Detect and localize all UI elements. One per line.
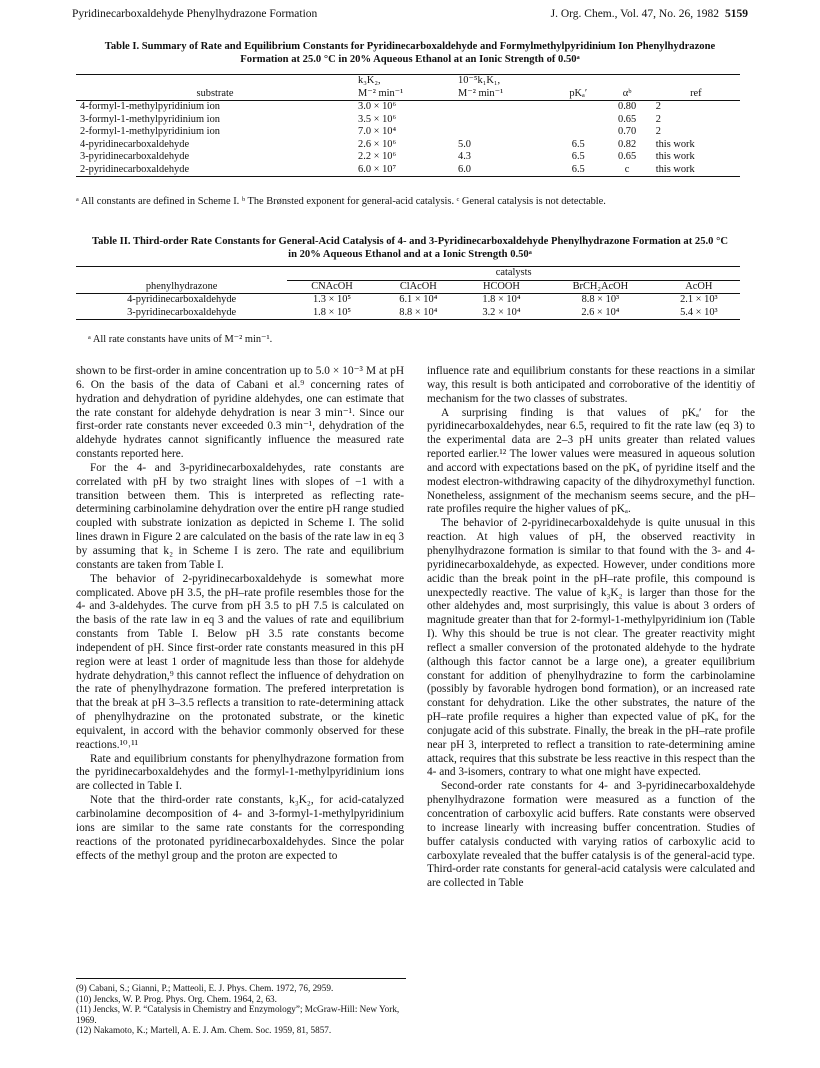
table2-caption: Table II. Third-order Rate Constants for General-Acid Catalysis of 4- and 3-Pyridinecarboxaldehyde Phenylhydrazone Formation at 25.0 °C in 20% Aqueous Ethanol and at a Ionic Strength 0.50ᵃ bbox=[92, 236, 728, 260]
body-right-column bbox=[427, 365, 755, 891]
table-row bbox=[76, 101, 740, 114]
paragraph: Rate and equilibrium constants for phenylhydrazone formation from the pyridinecarboxaldehydes and the formyl-1-methylpyridinium ions are collected in Table I. bbox=[76, 752, 404, 793]
table-cell: this work bbox=[652, 164, 740, 177]
table-row bbox=[76, 151, 740, 164]
table-cell: 1.8 × 10⁴ bbox=[482, 294, 521, 305]
table-cell: 0.65 bbox=[618, 113, 637, 125]
table-cell: 4-pyridinecarboxaldehyde bbox=[127, 294, 237, 305]
footnote-10: (10) Jencks, W. P. Prog. Phys. Org. Chem. 1964, 2, 63. bbox=[76, 993, 277, 1004]
table-cell: 2.6 × 10⁶ bbox=[358, 138, 397, 150]
table-cell: 0.82 bbox=[618, 138, 637, 150]
running-header bbox=[72, 8, 748, 24]
paragraph: Second-order rate constants for 4- and 3-pyridinecarboxaldehyde phenylhydrazone formation were measured as a function of the concentration of carboxylic acid buffers. Rate constants were observed to increase linearly with increasing buffer concentration. Studies of buffer catalysis conducted with varying ratios of carboxylic acid to carboxylate revealed that the buffer catalysis is of the general-acid type. Third-order rate constants for general-acid catalysis were calculated and are collected in Table bbox=[427, 780, 755, 890]
table-row bbox=[76, 307, 740, 320]
table-cell: 0.65 bbox=[618, 151, 637, 162]
table-cell: 6.5 bbox=[571, 151, 585, 162]
table-cell: 3-pyridinecarboxaldehyde bbox=[76, 307, 287, 320]
table-cell: 3.2 × 10⁴ bbox=[460, 307, 543, 320]
table-row bbox=[76, 294, 740, 307]
table-cell bbox=[454, 101, 554, 114]
table1-header-pka: pKₐ′ bbox=[554, 88, 603, 101]
table-cell: 4-formyl-1-methylpyridinium ion bbox=[80, 101, 220, 112]
table-cell: 6.0 bbox=[454, 164, 554, 177]
table-cell: this work bbox=[655, 151, 695, 162]
table2-col-header: HCOOH bbox=[460, 280, 543, 294]
table-cell: 2.6 × 10⁴ bbox=[543, 307, 658, 320]
paragraph: shown to be first-order in amine concentration up to 5.0 × 10⁻³ M at pH 6. On the basis of the data of Cabani et al.⁹ concerning rates of hydration and dehydration of pyridine aldehydes, one can estimate that the rate constant for aldehyde dehydration is near 3 min⁻¹. Since our first-order rate constants never exceeded 0.3 min⁻¹, dehydration of the aldehyde hydrates cannot significantly influence the measured rate constants reported here. bbox=[76, 365, 404, 461]
table-cell: 1.3 × 10⁵ bbox=[312, 294, 352, 305]
table-cell: 0.80 bbox=[618, 101, 637, 112]
table-cell: 8.8 × 10³ bbox=[581, 294, 620, 305]
table1-footnote: ᵃ All constants are defined in Scheme I. ᵇ The Brønsted exponent for general-acid catalysis. ᶜ General catalysis is not detectable. bbox=[76, 196, 606, 207]
table-cell: 3.0 × 10⁶ bbox=[358, 101, 397, 112]
table-cell bbox=[454, 114, 554, 127]
paragraph: For the 4- and 3-pyridinecarboxaldehydes, rate constants are correlated with pH by two straight lines with slopes of −1 with a transition between them. This is interpreted as reflecting rate-determining carbinolamine dehydration over the entire pH range studied coupled with substrate ionization as depicted in Scheme I. The solid lines drawn in Figure 2 are calculated on the basis of the rate law in eq 3 by assuming that k₂ in Scheme I is zero. The rate and equilibrium constants are taken from Table I. bbox=[76, 461, 404, 571]
table1-header-k3k2: k₃K₂, bbox=[354, 75, 454, 88]
table-cell: 3-pyridinecarboxaldehyde bbox=[80, 151, 190, 162]
table-cell: 7.0 × 10⁴ bbox=[358, 126, 397, 137]
table-cell: 0.70 bbox=[618, 126, 637, 137]
table1-header-k1k1: 10⁻⁵k₁K₁, bbox=[454, 75, 554, 88]
table1-header-k3k2-units: M⁻² min⁻¹ bbox=[354, 88, 454, 101]
table2-footnote: ᵃ All rate constants have units of M⁻² min⁻¹. bbox=[88, 334, 273, 345]
body-left-column bbox=[76, 365, 404, 863]
table-row bbox=[76, 139, 740, 152]
table2-col-header: AcOH bbox=[658, 280, 740, 294]
table-cell: 2-pyridinecarboxaldehyde bbox=[76, 164, 354, 177]
table1-header-substrate: substrate bbox=[76, 88, 354, 101]
footnote-12: (12) Nakamoto, K.; Martell, A. E. J. Am. Chem. Soc. 1959, 81, 5857. bbox=[76, 1025, 332, 1036]
table-cell: 2.1 × 10³ bbox=[680, 294, 718, 305]
paragraph: A surprising finding is that values of pKₐ′ for the pyridinecarboxaldehydes, near 6.5, required to fit the rate law (eq 3) to the experimental data are 2–3 pH units greater than related values reported earlier.¹² The lower values were measured in aqueous solution and accord with expectations based on the pKₐ of pyridine itself and the modest electron-withdrawing capacity of the dihydroxymethyl function. Nonetheless, assignment of the mechanism seems secure, and the pH–rate profiles require the higher values of pKₐ. bbox=[427, 406, 755, 516]
table-cell: this work bbox=[655, 138, 695, 150]
page-number: 5159 bbox=[725, 8, 748, 20]
table-cell bbox=[554, 126, 603, 139]
table-cell: 2 bbox=[655, 113, 661, 125]
table-row bbox=[76, 126, 740, 139]
table1 bbox=[76, 74, 740, 177]
footnote-11: (11) Jencks, W. P. “Catalysis in Chemistry and Enzymology”; McGraw-Hill: New York, 1969. bbox=[76, 1004, 400, 1025]
table2 bbox=[76, 266, 740, 320]
table1-header-alpha: αᵇ bbox=[603, 88, 652, 101]
table-cell: c bbox=[603, 164, 652, 177]
table2-row-header: phenylhydrazone bbox=[76, 280, 287, 294]
table-cell: 1.8 × 10⁵ bbox=[287, 307, 376, 320]
table-cell bbox=[554, 114, 603, 127]
table-cell: 3.5 × 10⁶ bbox=[358, 113, 397, 125]
paragraph: influence rate and equilibrium constants for these reactions in a similar way, this result is both anticipated and corroborative of the identitiy of mechanism for the two classes of substrates. bbox=[427, 365, 755, 405]
table-cell: 2 bbox=[655, 101, 661, 112]
table-cell: 8.8 × 10⁴ bbox=[377, 307, 460, 320]
table-cell: 2-formyl-1-methylpyridinium ion bbox=[80, 126, 220, 137]
table2-col-header: CNAcOH bbox=[287, 280, 376, 294]
table-cell: 5.0 bbox=[458, 138, 472, 150]
paragraph: The behavior of 2-pyridinecarboxaldehyde is somewhat more complicated. Above pH 3.5, the pH–rate profile resembles those for the 4- and 3-aldehydes. The curve from pH 3.5 to pH 7.5 is calculated on the basis of the rate law in eq 3 and the values of rate and equilibrium constants from Table I. Below pH 3.5 rate constants become independent of pH. Since first-order rate constants measured in this pH region were at least 1 order of magnitude less than those for aldehyde hydrate dehydration,⁹ this cannot reflect the influence of dehydration on the rate of phenylhydrazone formation. The prefered interpretation is that the break at pH 3–3.5 reflects a transition to rate-determining attack of phenylhydrazine on the protonated substrate, or the kinetic equivalent, in accord with the behavior commonly observed for these reactions.¹⁰˒¹¹ bbox=[76, 572, 404, 751]
table2-col-header: ClAcOH bbox=[377, 280, 460, 294]
table-cell bbox=[454, 126, 554, 139]
table-cell: 6.1 × 10⁴ bbox=[399, 294, 438, 305]
footnote-9: (9) Cabani, S.; Gianni, P.; Matteoli, E. J. Phys. Chem. 1972, 76, 2959. bbox=[76, 983, 334, 993]
table-cell: 2.2 × 10⁶ bbox=[358, 151, 397, 162]
table-cell: 6.5 bbox=[571, 138, 585, 150]
table-cell: 4-pyridinecarboxaldehyde bbox=[80, 138, 190, 150]
table-cell: 5.4 × 10³ bbox=[658, 307, 740, 320]
table-row bbox=[76, 164, 740, 177]
table2-group-header: catalysts bbox=[287, 267, 740, 281]
table-cell: 2 bbox=[655, 126, 661, 137]
journal-name: J. Org. Chem., Vol. 47, No. 26, 1982 bbox=[550, 8, 719, 20]
table1-header-ref: ref bbox=[652, 88, 740, 101]
table-cell bbox=[554, 101, 603, 114]
table-cell: 4.3 bbox=[458, 151, 472, 162]
table-cell: 6.0 × 10⁷ bbox=[354, 164, 454, 177]
journal-citation bbox=[551, 8, 748, 20]
footnote-rule bbox=[76, 978, 406, 979]
table-cell: 3-formyl-1-methylpyridinium ion bbox=[80, 113, 220, 125]
table-row bbox=[76, 114, 740, 127]
paragraph: The behavior of 2-pyridinecarboxaldehyde is quite unusual in this reaction. At high values of pH, the observed reactivity in phenylhydrazone formation is similar to that found with the 3- and 4-pyridinecarboxaldehyde, as expected. However, under conditions more acidic than the break point in the pH–rate profile, this compound is unexpectedly reactive. The value of k₃K₂ is larger than those for the other aldehydes and, most surprisingly, this value is about 3 orders of magnitude greater than that for 2-formyl-1-methylpyridinium ion (Table I). Why this should be true is not clear. The greater reactivity might reflect a smaller conversion of the protonated aldehyde to the hydrate (although this factor cannot be a large one), a greater equilibrium constant for addition of phenylhydrazine to form the carbinolamine (possibly by favorable hydrogen bond formation), or an increased rate constant for dehydration. Like the other substrates, the nature of the pH–rate profile requires a higher than expected value of pKₐ for the conjugate acid of this substrate. Finally, the break in the pH–rate profile near pH 3, interpreted to reflect a transition to rate-determining amine attack, requires that this substrate be less reactive in this respect than the 4- and 3-isomers, contrary to what one might have expected. bbox=[427, 517, 755, 779]
paragraph: Note that the third-order rate constants, k₃K₂, for acid-catalyzed carbinolamine decomposition of 4- and 3-formyl-1-methylpyridinium ions are similar to the same rate constants for the corresponding reactions of the protonated pyridinecarboxaldehydes. Since the polar effects of the methyl group and the proton are expected to bbox=[76, 794, 404, 862]
table2-col-header: BrCH₂AcOH bbox=[543, 280, 658, 294]
footnotes bbox=[76, 978, 406, 1036]
table1-caption: Table I. Summary of Rate and Equilibrium Constants for Pyridinecarboxaldehyde and Formylmethylpyridinium Ion Phenylhydrazone Formation at 25.0 °C in 20% Aqueous Ethanol at an Ionic Strength of 0.50ᵃ bbox=[104, 41, 716, 65]
table-cell: 6.5 bbox=[554, 164, 603, 177]
running-title: Pyridinecarboxaldehyde Phenylhydrazone Formation bbox=[72, 8, 318, 20]
table1-header-k1k1-units: M⁻² min⁻¹ bbox=[454, 88, 554, 101]
